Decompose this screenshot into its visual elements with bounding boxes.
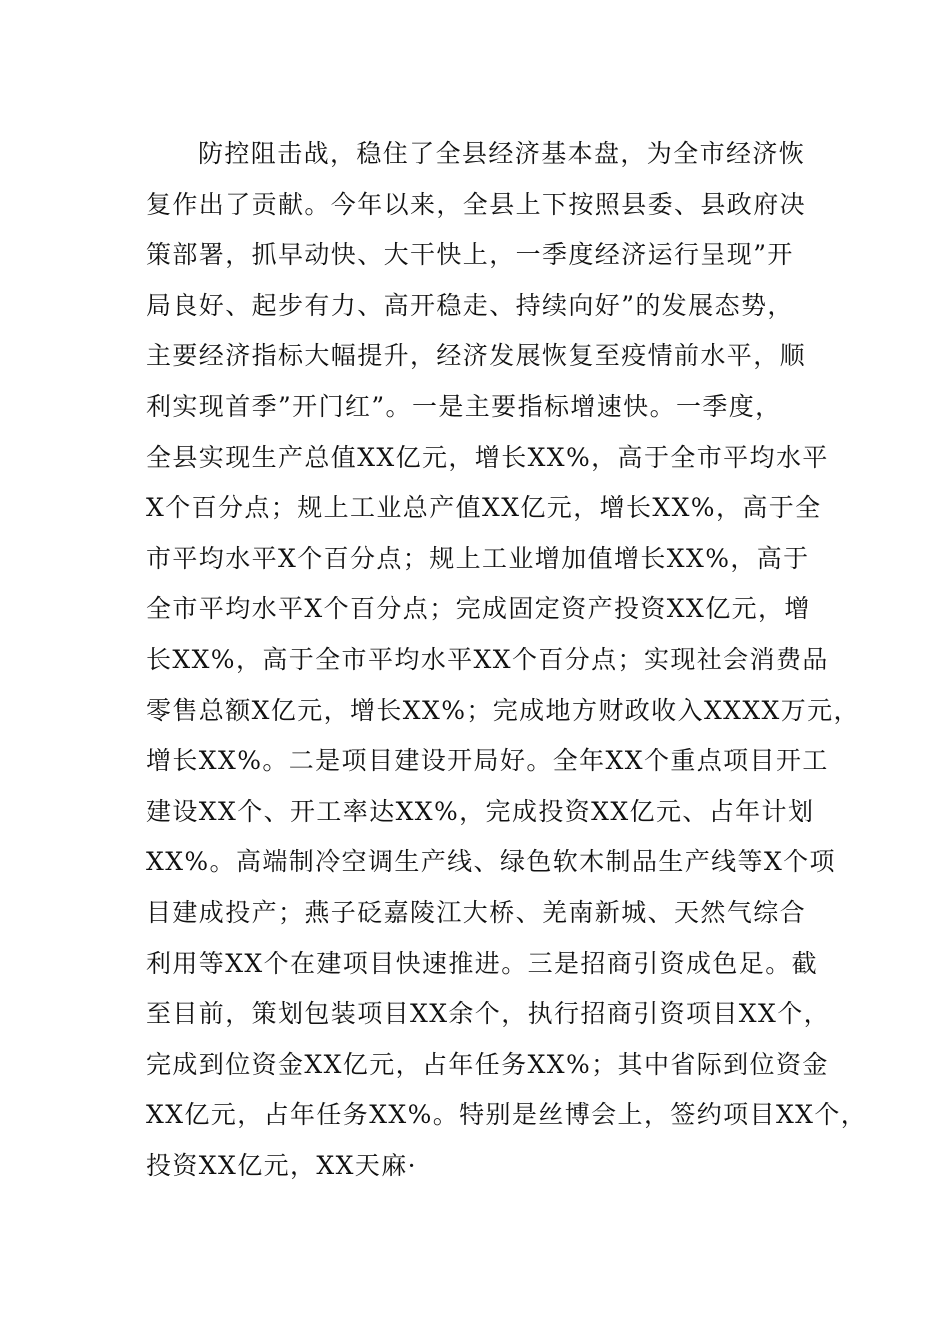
text-line-9: 市平均水平X个百分点；规上工业增加值增长XX%，高于 <box>146 543 810 573</box>
text-line-13: 增长XX%。二是项目建设开局好。全年XX个重点项目开工 <box>146 746 829 776</box>
text-line-12: 零售总额X亿元，增长XX%；完成地方财政收入XXXX万元， <box>146 695 860 725</box>
text-line-21: 投资XX亿元，XX天麻· <box>146 1150 417 1180</box>
text-line-10: 全市平均水平X个百分点；完成固定资产投资XX亿元，增 <box>146 594 811 624</box>
text-line-8: X个百分点；规上工业总产值XX亿元，增长XX%，高于全 <box>146 493 822 523</box>
text-line-1: 防控阻击战，稳住了全县经济基本盘，为全市经济恢 <box>198 139 806 168</box>
text-line-15: XX%。高端制冷空调生产线、绿色软木制品生产线等X个项 <box>146 847 836 877</box>
text-line-11: 长XX%，高于全市平均水平XX个百分点；实现社会消费品 <box>146 644 829 674</box>
text-line-3: 策部署，抓早动快、大干快上，一季度经济运行呈现”开 <box>146 240 794 270</box>
text-line-20: XX亿元，占年任务XX%。特别是丝博会上，签约项目XX个， <box>146 1100 868 1130</box>
text-line-5: 主要经济指标大幅提升，经济发展恢复至疫情前水平，顺 <box>146 341 807 371</box>
text-line-4: 局良好、起步有力、高开稳走、持续向好”的发展态势， <box>146 290 794 320</box>
text-line-14: 建设XX个、开工率达XX%，完成投资XX亿元、占年计划 <box>146 796 815 826</box>
text-line-18: 至目前，策划包装项目XX余个，执行招商引资项目XX个， <box>146 999 830 1029</box>
text-line-16: 目建成投产；燕子砭嘉陵江大桥、羌南新城、天然气综合 <box>146 897 807 927</box>
text-line-2: 复作出了贡献。今年以来，全县上下按照县委、县政府决 <box>146 189 807 219</box>
text-line-7: 全县实现生产总值XX亿元，增长XX%，高于全市平均水平 <box>146 442 829 472</box>
text-line-19: 完成到位资金XX亿元，占年任务XX%；其中省际到位资金 <box>146 1049 829 1079</box>
document-body <box>146 129 868 1191</box>
text-line-17: 利用等XX个在建项目快速推进。三是招商引资成色足。截 <box>146 948 818 978</box>
text-line-6: 利实现首季”开门红”。一是主要指标增速快。一季度， <box>146 391 782 421</box>
